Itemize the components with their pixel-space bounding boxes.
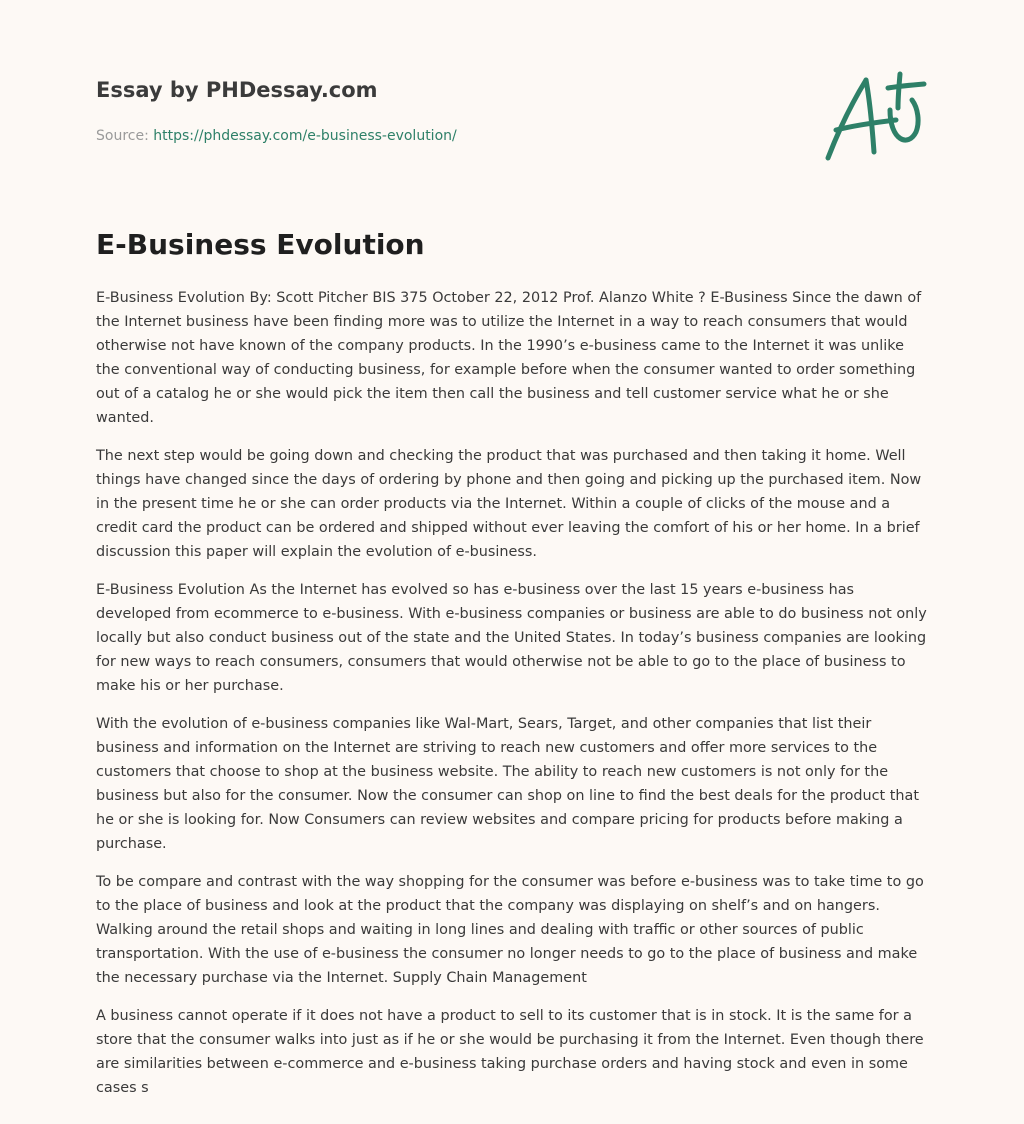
essay-paragraph: The next step would be going down and checking the product that was purchased and then taking it home. Well things have changed since the days of ordering by phone and then going and picking up the purchased item. Now in the present time he or she can order products via the Internet. Within a couple of clicks of the mouse and a credit card the product can be ordered and shipped without ever leaving the comfort of his or her home. In a brief discussion this paper will explain the evolution of e-business. xyxy=(96,448,922,560)
page-header xyxy=(96,76,756,146)
source-label: Source: xyxy=(96,128,154,144)
essay-title: E-Business Evolution xyxy=(96,228,425,261)
essay-paragraph: To be compare and contrast with the way shopping for the consumer was before e-business was to take time to go to the place of business and look at the product that the company was displaying on shelf’s and on hangers. Walking around the retail shops and waiting in long lines and dealing with traffic or other sources of public transportation. With the use of e-business the consumer no longer needs to go to the place of business and make the necessary purchase via the Internet. Supply Chain Management xyxy=(96,874,924,986)
essay-paragraph: With the evolution of e-business companies like Wal-Mart, Sears, Target, and other companies that list their business and information on the Internet are striving to reach new customers and offer more services to the customers that choose to shop at the business website. The ability to reach new customers is not only for the business but also for the consumer. Now the consumer can shop on line to find the best deals for the product that he or she is looking for. Now Consumers can review websites and compare pricing for products before making a purchase. xyxy=(96,716,919,852)
essay-paragraph: E-Business Evolution As the Internet has evolved so has e-business over the last 15 years e-business has developed from ecommerce to e-business. With e-business companies or business are able to do business not only locally but also conduct business out of the state and the United States. In today’s business companies are looking for new ways to reach consumers, consumers that would otherwise not be able to go to the place of business to make his or her purchase. xyxy=(96,582,927,694)
source-link[interactable]: https://phdessay.com/e-business-evolution/ xyxy=(153,128,457,144)
essay-paragraph: E-Business Evolution By: Scott Pitcher BIS 375 October 22, 2012 Prof. Alanzo White ? E-Business Since the dawn of the Internet business have been finding more was to utilize the Internet in a way to reach consumers that would otherwise not have known of the company products. In the 1990’s e-business came to the Internet it was unlike the conventional way of conducting business, for example before when the consumer wanted to order something out of a catalog he or she would pick the item then call the business and tell customer service what he or she wanted. xyxy=(96,290,922,426)
source-line xyxy=(96,126,756,146)
essay-paragraph: A business cannot operate if it does not have a product to sell to its customer that is in stock. It is the same for a store that the consumer walks into just as if he or she would be purchasing it from the Internet. Even though there are similarities between e-commerce and e-business taking purchase orders and having stock and even in some cases s xyxy=(96,1008,924,1096)
a-plus-logo-icon xyxy=(818,66,934,168)
site-title: Essay by PHDessay.com xyxy=(96,78,378,102)
essay-body xyxy=(96,286,932,1114)
